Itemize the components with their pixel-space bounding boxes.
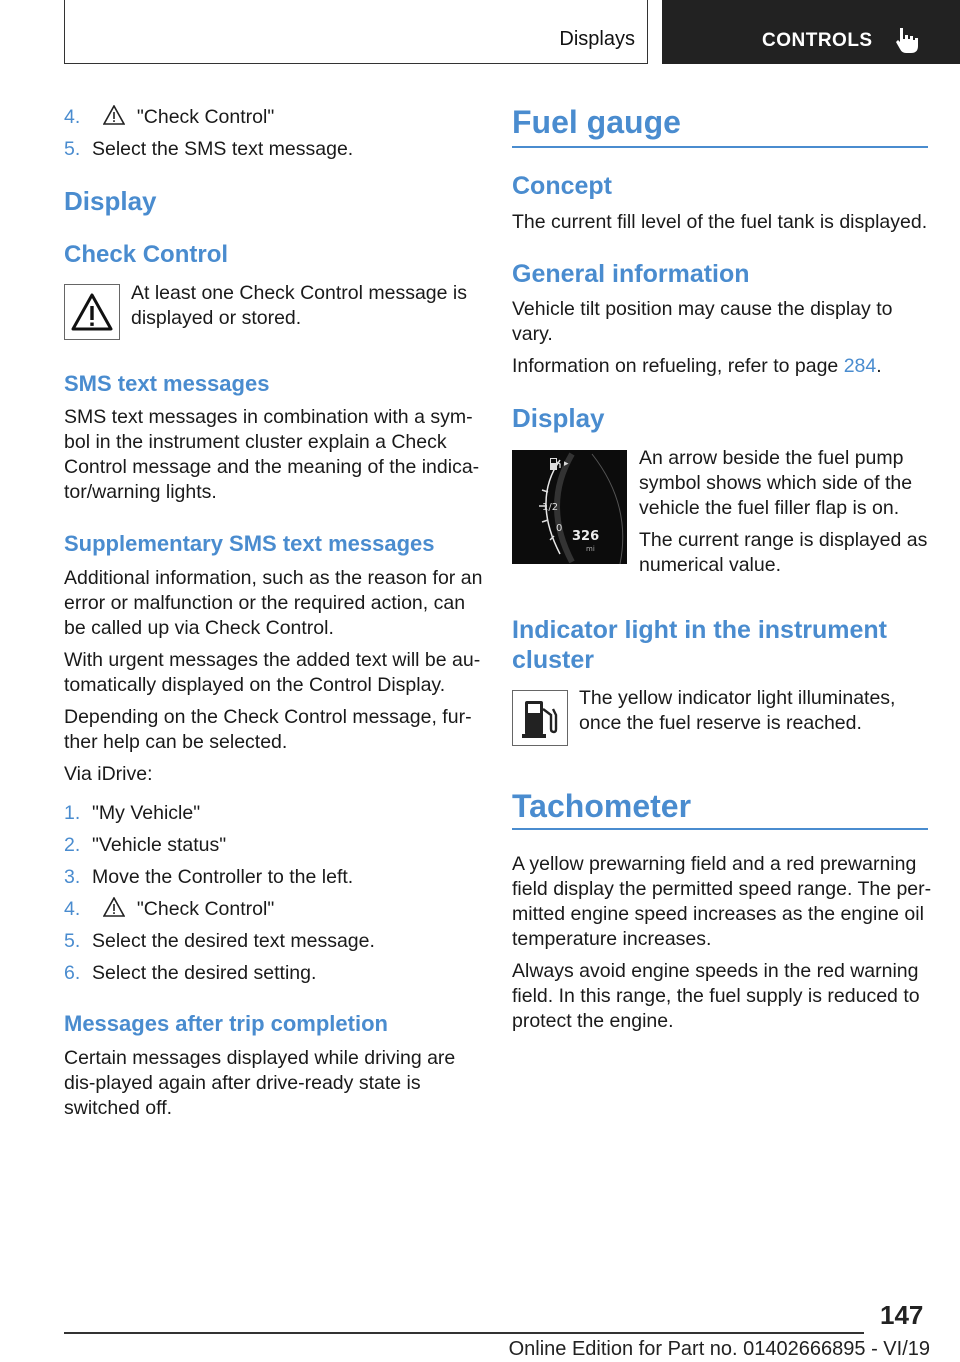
display-heading-right: Display [512, 403, 605, 433]
display-text-2: The current range is displayed as numerical value. [639, 529, 928, 576]
footer-edition: Online Edition for Part no. 01402666895 - VI/19 [508, 1338, 930, 1360]
pointing-hand-icon [894, 26, 920, 54]
indicator-text: The yellow indicator light illuminates, once the fuel reserve is reached. [579, 687, 896, 734]
step-item: 4. "Check Control" [64, 898, 275, 920]
warning-triangle-icon [65, 285, 119, 339]
gauge-range-value: 326 [572, 529, 600, 544]
footer-rule [64, 1332, 864, 1334]
step-item: 5. Select the desired text message. [64, 930, 375, 952]
supplementary-text-3: Depending on the Check Control message, fur-ther help can be selected. [64, 706, 472, 753]
header-chapter-title: CONTROLS [762, 30, 873, 51]
indicator-heading: Indicator light in the instrument cluster [512, 616, 887, 674]
step-item: 2. "Vehicle status" [64, 834, 227, 856]
fuel-gauge-image: ▸ 1/2 0 326 mi [512, 450, 627, 564]
heading-rule [512, 146, 928, 148]
step-item: 6. Select the desired setting. [64, 962, 317, 984]
warning-triangle-icon [103, 105, 125, 125]
tachometer-heading: Tachometer [512, 788, 692, 824]
display-text-1: An arrow beside the fuel pump symbol shows which side of the vehicle the fuel filler flap is on. [639, 447, 913, 519]
header-chapter-box [662, 0, 960, 64]
gauge-range-unit: mi [586, 545, 595, 553]
general-info-text: Vehicle tilt position may cause the display to vary. [512, 298, 893, 345]
sms-text: SMS text messages in combination with a sym-bol in the instrument cluster explain a Check Control message and the meaning of the indica-tor/warning lights. [64, 406, 480, 503]
fuel-indicator-box [512, 690, 568, 746]
concept-text: The current fill level of the fuel tank is displayed. [512, 211, 928, 233]
via-idrive-text: Via iDrive: [64, 763, 153, 785]
page-number: 147 [880, 1300, 924, 1330]
after-trip-text: Certain messages displayed while driving are dis-played again after drive-ready state is switched off. [64, 1047, 456, 1119]
after-trip-heading: Messages after trip completion [64, 1011, 388, 1036]
display-heading: Display [64, 186, 157, 216]
refuel-reference: Information on refueling, refer to page 284. [512, 355, 882, 377]
tachometer-text-1: A yellow prewarning field and a red prewarning field display the permitted speed range. The per-mitted engine speed increases as the engine oil temperature increases. [512, 853, 932, 950]
list-item: 5. Select the SMS text message. [64, 138, 354, 160]
tachometer-text-2: Always avoid engine speeds in the red warning field. In this range, the fuel supply is reduced to protect the engine. [512, 960, 920, 1032]
supplementary-text-1: Additional information, such as the reason for an error or malfunction or the required action, can be called up via Check Control. [64, 567, 483, 639]
step-item: 3. Move the Controller to the left. [64, 866, 354, 888]
gauge-half-label: 1/2 [542, 502, 559, 513]
step-item: 1. "My Vehicle" [64, 802, 201, 824]
check-control-heading: Check Control [64, 241, 229, 268]
warning-triangle-icon [103, 897, 125, 917]
sms-heading: SMS text messages [64, 371, 270, 396]
header-section-title: Displays [559, 28, 635, 50]
header-section-box [64, 0, 648, 64]
supplementary-heading: Supplementary SMS text messages [64, 531, 435, 556]
general-info-heading: General information [512, 260, 750, 288]
supplementary-text-2: With urgent messages the added text will be au-tomatically displayed on the Control Display. [64, 649, 481, 696]
heading-rule [512, 828, 928, 830]
check-control-text: At least one Check Control message is displayed or stored. [131, 282, 467, 329]
list-item: 4. "Check Control" [64, 106, 275, 128]
concept-heading: Concept [512, 172, 612, 200]
fuel-pump-icon [548, 456, 564, 472]
warning-symbol-box [64, 284, 120, 340]
fuel-pump-icon [513, 691, 567, 745]
fuel-gauge-heading: Fuel gauge [512, 104, 681, 140]
gauge-zero-label: 0 [556, 523, 563, 534]
page-link[interactable]: 284 [843, 355, 877, 377]
